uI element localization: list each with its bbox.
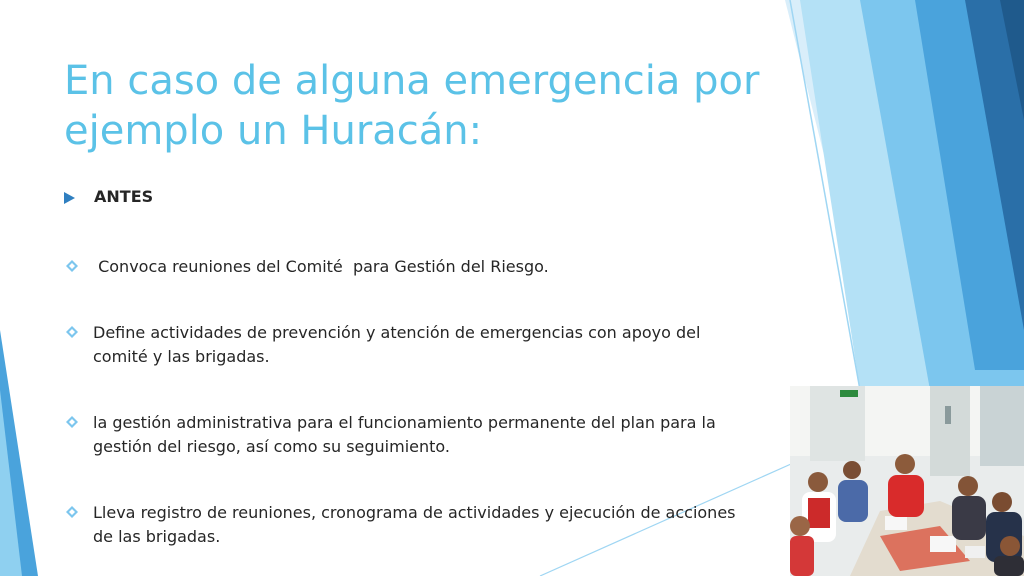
diamond-bullet-icon (66, 416, 78, 428)
list-item-text (93, 501, 805, 549)
list-item-text (93, 411, 805, 459)
meeting-photo (790, 386, 1024, 576)
list-item-text (93, 321, 805, 369)
list-item-line: Lleva registro de reuniones, cronograma de actividades y ejecución de acciones (93, 503, 736, 522)
list-item-line: la gestión administrativa para el funcionamiento permanente del plan para la (93, 413, 716, 432)
list-item-line: comité y las brigadas. (93, 347, 270, 366)
list-item-line: gestión del riesgo, así como su seguimiento. (93, 437, 451, 456)
list-item-text (93, 255, 805, 279)
diamond-bullet-icon (66, 506, 78, 518)
diamond-bullet-icon (66, 260, 78, 272)
list-item-line: de las brigadas. (93, 527, 221, 546)
list-item-line: Define actividades de prevención y atención de emergencias con apoyo del (93, 323, 701, 342)
section-heading: ANTES (94, 187, 154, 206)
title-line-2: ejemplo un Huracán: (64, 108, 483, 154)
title-line-1: En caso de alguna emergencia por (64, 58, 760, 104)
diamond-bullet-icon (66, 326, 78, 338)
triangle-arrow-icon (64, 192, 75, 204)
list-item-line: Convoca reuniones del Comité para Gestión del Riesgo. (93, 257, 549, 276)
slide-title (64, 56, 784, 156)
